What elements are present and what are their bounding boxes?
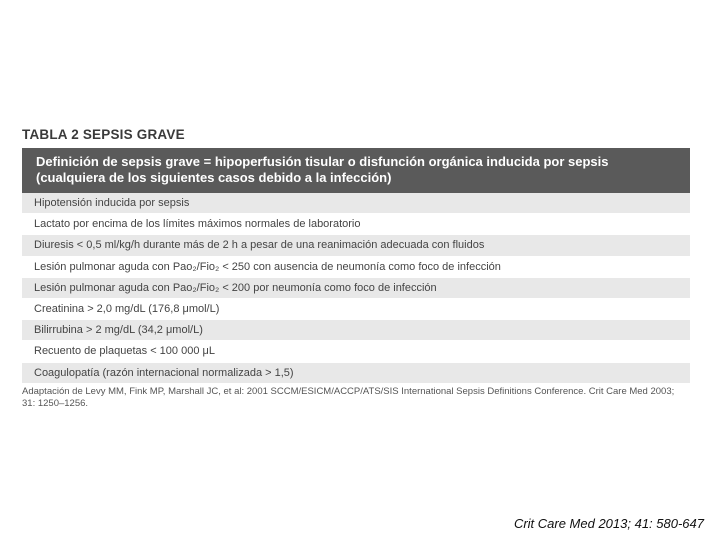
table-header: Definición de sepsis grave = hipoperfusión tisular o disfunción orgánica inducida por sepsis (cualquiera de los siguientes casos debido a la infección) bbox=[22, 148, 690, 193]
table-row: Creatinina > 2,0 mg/dL (176,8 μmol/L) bbox=[22, 299, 690, 320]
table-row: Hipotensión inducida por sepsis bbox=[22, 193, 690, 214]
table-row: Coagulopatía (razón internacional normalizada > 1,5) bbox=[22, 363, 690, 384]
sepsis-table bbox=[22, 148, 690, 384]
table-title: TABLA 2 SEPSIS GRAVE bbox=[22, 127, 185, 142]
table-row: Lesión pulmonar aguda con Pao₂/Fio₂ < 200 por neumonía como foco de infección bbox=[22, 278, 690, 299]
table-row: Diuresis < 0,5 ml/kg/h durante más de 2 h a pesar de una reanimación adecuada con fluidos bbox=[22, 235, 690, 256]
table-row: Lactato por encima de los límites máximos normales de laboratorio bbox=[22, 214, 690, 235]
table-footnote: Adaptación de Levy MM, Fink MP, Marshall JC, et al: 2001 SCCM/ESICM/ACCP/ATS/SIS International Sepsis Definitions Conference. Crit Care Med 2003; 31: 1250–1256. bbox=[22, 386, 675, 409]
table-row: Bilirrubina > 2 mg/dL (34,2 μmol/L) bbox=[22, 320, 690, 341]
table-row: Recuento de plaquetas < 100 000 μL bbox=[22, 341, 690, 362]
table-row: Lesión pulmonar aguda con Pao₂/Fio₂ < 250 con ausencia de neumonía como foco de infección bbox=[22, 257, 690, 278]
citation: Crit Care Med 2013; 41: 580-647 bbox=[513, 516, 704, 531]
